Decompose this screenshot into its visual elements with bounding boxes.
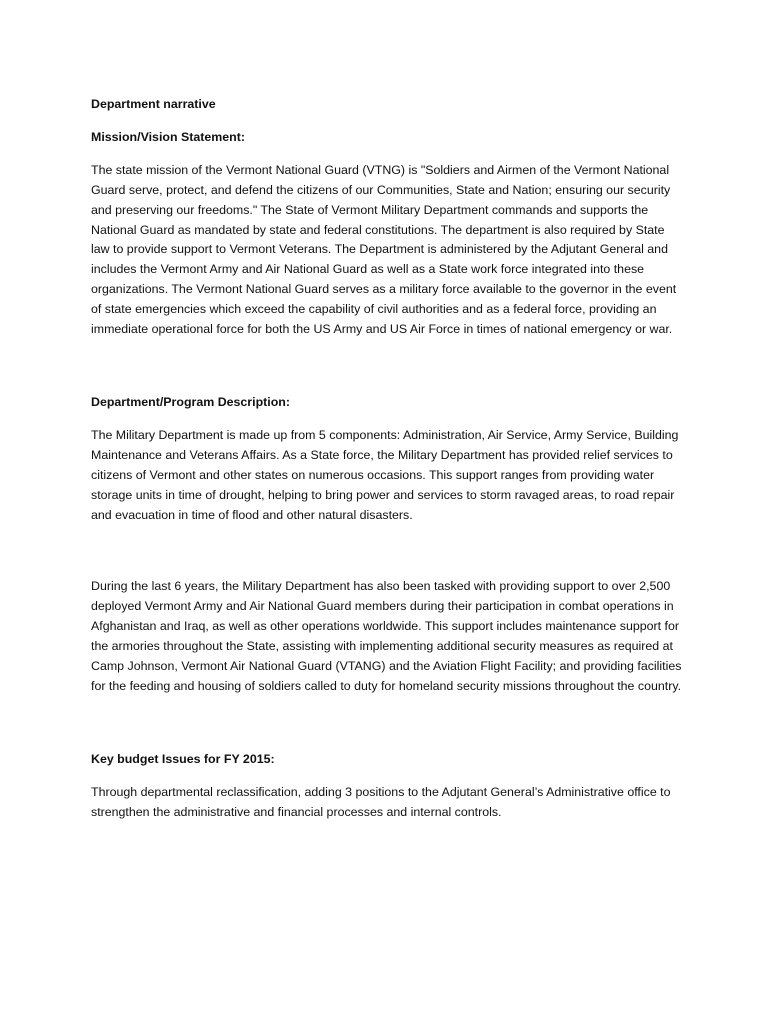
- mission-heading: Mission/Vision Statement:: [91, 129, 245, 144]
- mission-paragraph: The state mission of the Vermont National Guard (VTNG) is "Soldiers and Airmen of the Vermont National Guard serve, protect, and defend the citizens of our Communities, State and Nation; ensuring our security and preserving our freedoms." The State of Vermont Military Department commands and supports the National Guard as mandated by state and federal constitutions. The department is also required by State law to provide support to Vermont Veterans. The Department is administered by the Adjutant General and includes the Vermont Army and Air National Guard as well as a State work force integrated into these organizations. The Vermont National Guard serves as a military force available to the governor in the event of state emergencies which exceed the capability of civil authorities and as a federal force, providing an immediate operational force for both the US Army and US Air Force in times of national emergency or war.: [91, 162, 677, 337]
- document-page: [91, 95, 683, 823]
- program-paragraph-2: During the last 6 years, the Military Department has also been tasked with providing support to over 2,500 deployed Vermont Army and Air National Guard members during their participation in combat operations in Afghanistan and Iraq, as well as other operations worldwide. This support includes maintenance support for the armories throughout the State, assisting with implementing additional security measures as required at Camp Johnson, Vermont Air National Guard (VTANG) and the Aviation Flight Facility; and providing facilities for the feeding and housing of soldiers called to duty for homeland security missions throughout the country.: [91, 579, 682, 693]
- document-title: Department narrative: [91, 97, 216, 111]
- program-heading: Department/Program Description:: [91, 394, 290, 409]
- budget-heading: Key budget Issues for FY 2015:: [91, 751, 275, 766]
- program-paragraph-1: The Military Department is made up from 5 components: Administration, Air Service, Army Service, Building Maintenance and Veterans Affairs. As a State force, the Military Department has provided relief services to citizens of Vermont and other states on numerous occasions. This support ranges from providing water storage units in time of drought, helping to bring power and services to storm ravaged areas, to road repair and evacuation in time of flood and other natural disasters.: [91, 427, 679, 522]
- budget-paragraph: Through departmental reclassification, adding 3 positions to the Adjutant General’s Administrative office to strengthen the administrative and financial processes and internal controls.: [91, 784, 671, 819]
